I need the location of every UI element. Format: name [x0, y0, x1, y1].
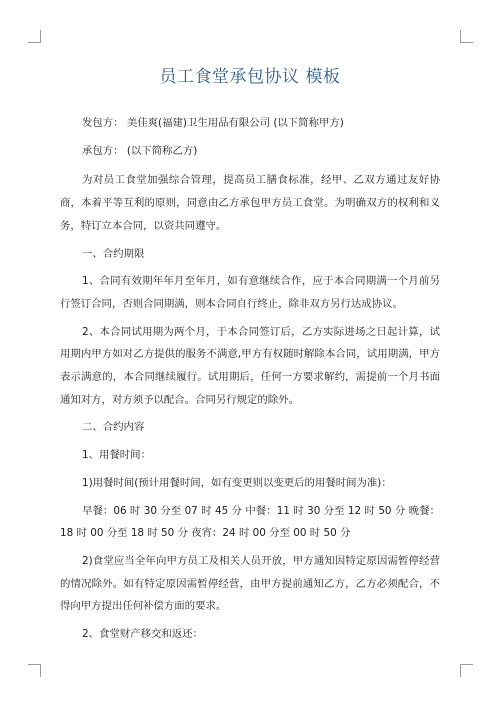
- item-1-subitem-2: 2)食堂应当全年向甲方员工及相关人员开放，甲方通知因特定原因需暂停经营的情况除外。如有特定原因需暂停经营，由甲方提前通知乙方，乙方必须配合，不得向甲方提出任何补偿方面的要求。: [60, 554, 440, 613]
- section-2-title: 二、合约内容: [82, 421, 145, 434]
- party-a: 发包方： 美佳爽(福建)卫生用品有限公司 (以下简称甲方): [82, 117, 344, 129]
- item-1-subitem-1: 1)用餐时间(预计用餐时间，如有变更则以变更后的用餐时间为准)：: [82, 476, 392, 489]
- party-b: 承包方： (以下简称乙方): [82, 144, 198, 157]
- crop-mark-top-right: [460, 30, 473, 43]
- document-title: 员工食堂承包协议 模板: [159, 67, 341, 87]
- section-1-paragraph-2: 2、本合同试用期为两个月，于本合同签订后，乙方实际进场之日起计算，试用期内甲方如对乙方提供的服务不满意,甲方有权随时解除本合同，试用期满，甲方表示满意的，本合同继续履行。试用期后，任何一方要求解约，需提前一个月书面通知对方，对方须予以配合。合同另行规定的除外。: [60, 325, 440, 406]
- item-1-title: 1、用餐时间：: [82, 449, 151, 462]
- item-2-title: 2、食堂财产移交和返还：: [82, 628, 203, 641]
- section-1-title: 一、合约期限: [82, 247, 145, 260]
- meal-times: 早餐：06 时 30 分至 07 时 45 分 中餐：11 时 30 分至 12 时 50 分 晚餐：18 时 00 分至 18 时 50 分 夜宵：24 时 00 分至 00 时 50 分: [60, 504, 440, 540]
- section-1-paragraph-1: 1、合同有效期年年月至年月，如有意继续合作，应于本合同期满一个月前另行签订合同，否则合同期满，则本合同自行终止，除非双方另行达成协议。: [60, 275, 440, 310]
- crop-mark-bottom-left: [28, 664, 41, 677]
- intro-paragraph: 为对员工食堂加强综合管理，提高员工膳食标准，经甲、乙双方通过友好协商，本着平等互利的原则，同意由乙方承包甲方员工食堂。为明确双方的权利和义务，特订立本合同，以资共同遵守。: [60, 174, 440, 232]
- crop-mark-bottom-right: [460, 664, 473, 677]
- crop-mark-top-left: [28, 30, 41, 43]
- document-body: [60, 112, 440, 646]
